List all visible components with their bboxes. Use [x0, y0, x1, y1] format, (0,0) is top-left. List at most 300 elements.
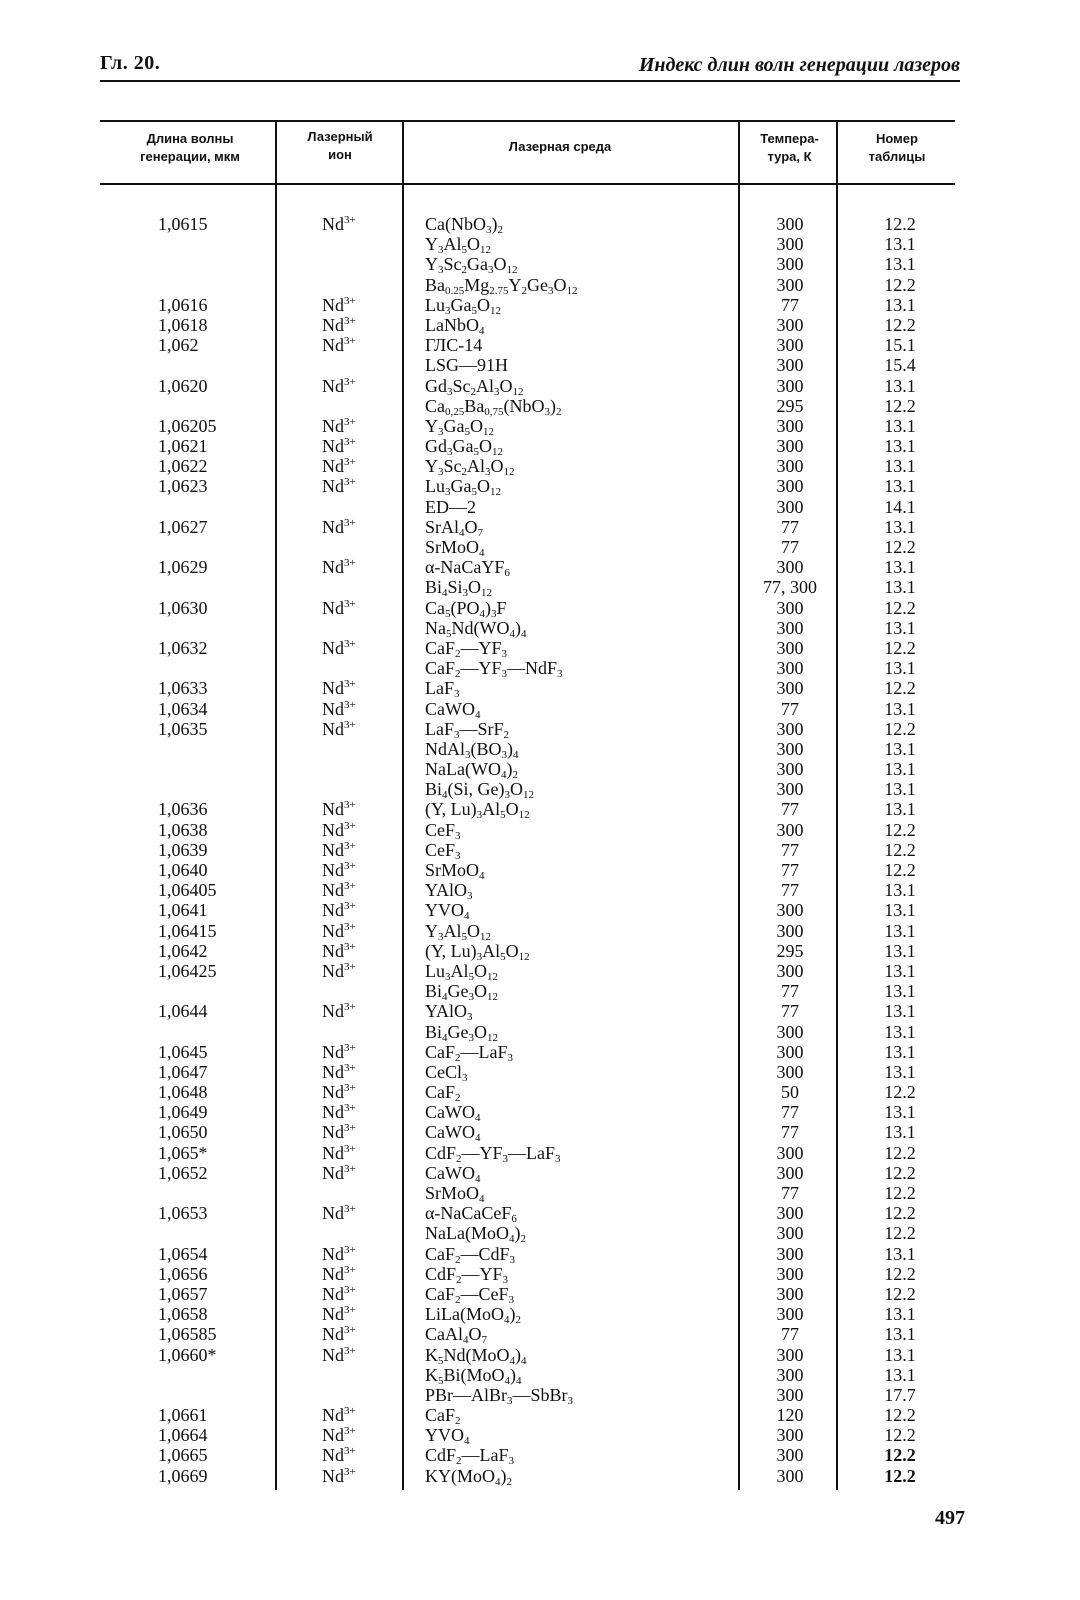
medium-cell: $CaAl_4O_7$ [425, 1324, 487, 1347]
temperature-cell: 300 [776, 1243, 804, 1264]
temperature-cell: 77, 300 [763, 577, 817, 598]
medium-cell: YAlO$_3$ [425, 1001, 473, 1024]
ion-cell: $Nd^{3+}$ [322, 314, 356, 335]
ion-cell: $Nd^{3+}$ [322, 1102, 356, 1123]
wavelength-cell: 1,06405 [158, 880, 217, 901]
wavelength-cell: 1,0634 [158, 698, 208, 719]
medium-cell: $Y_3Sc_2Al_3O_{12}$ [425, 456, 515, 479]
table-row [0, 1324, 1080, 1347]
ion-cell: $Nd^{3+}$ [322, 799, 356, 820]
table-row [0, 961, 1080, 981]
table-row [0, 376, 1080, 396]
col-head-wavelength-line2: генерации, мкм [140, 149, 240, 164]
ion-cell: $Nd^{3+}$ [322, 557, 356, 578]
wavelength-cell: 1,0642 [158, 940, 208, 961]
wavelength-cell: 1,0627 [158, 516, 208, 537]
medium-cell: $Bi_4(Si$, $Ge)_3O_{12}$ [425, 779, 535, 802]
wavelength-cell: 1,0620 [158, 375, 208, 396]
table-number-cell: 13.1 [884, 476, 916, 497]
temperature-cell: 300 [776, 1162, 804, 1183]
temperature-cell: 300 [776, 658, 804, 679]
wavelength-cell: 1,0636 [158, 799, 208, 820]
medium-cell: $Ca_5(PO_4)_3F$ [425, 597, 507, 620]
medium-cell: $NdAl_3(BO_3)_4$ [425, 738, 519, 761]
table-head-rule [100, 183, 955, 185]
table-number-cell: 13.1 [884, 415, 916, 436]
temperature-cell: 300 [776, 476, 804, 497]
table-row [0, 678, 1080, 701]
medium-cell: $CaF_2—YF_3$ [425, 637, 508, 660]
medium-cell: LaF$_3$—SrF$_2$ [425, 718, 510, 741]
medium-cell: $Bi_4Ge_3O_{12}$ [425, 981, 499, 1004]
table-row [0, 1102, 1080, 1125]
temperature-cell: 300 [776, 1021, 804, 1042]
table-row [0, 1466, 1080, 1486]
ion-cell: $Nd^{3+}$ [322, 1405, 356, 1426]
table-row [0, 1062, 1080, 1082]
table-number-cell: 12.2 [884, 537, 916, 557]
ion-cell: $Nd^{3+}$ [322, 1425, 356, 1446]
table-number-cell: 15.1 [884, 335, 916, 356]
medium-cell: YAlO$_3$ [425, 880, 473, 903]
medium-cell: $Na_5Nd(WO_4)_4$ [425, 617, 527, 640]
table-row [0, 1304, 1080, 1327]
ion-cell: $Nd^{3+}$ [322, 1162, 356, 1183]
wavelength-cell: 1,0641 [158, 900, 208, 921]
table-number-cell: 12.2 [884, 678, 916, 699]
table-row [0, 820, 1080, 840]
wavelength-cell: 1,0661 [158, 1405, 208, 1426]
table-number-cell: 12.2 [884, 1445, 916, 1466]
table-row [0, 1385, 1080, 1405]
temperature-cell: 77 [781, 1122, 799, 1143]
medium-cell: $K_5Bi(MoO_4)_4$ [425, 1364, 522, 1387]
col-head-table-line1: Номер [876, 131, 918, 146]
temperature-cell: 300 [776, 214, 804, 234]
table-row [0, 1042, 1080, 1062]
temperature-cell: 77 [781, 799, 799, 820]
table-row [0, 1425, 1080, 1448]
table-row [0, 598, 1080, 618]
medium-cell: $Y_3Sc_2Ga_3O_{12}$ [425, 254, 518, 277]
table-row [0, 436, 1080, 459]
table-row [0, 1082, 1080, 1105]
temperature-cell: 300 [776, 597, 804, 618]
medium-cell: CaWO$_4$ [425, 698, 481, 721]
table-row [0, 234, 1080, 257]
ion-cell: $Nd^{3+}$ [322, 1061, 356, 1082]
table-number-cell: 13.1 [884, 960, 916, 981]
temperature-cell: 77 [781, 860, 799, 880]
temperature-cell: 300 [776, 1304, 804, 1325]
wavelength-cell: 1,0647 [158, 1061, 208, 1082]
temperature-cell: 300 [776, 779, 804, 800]
table-number-cell: 13.1 [884, 617, 916, 638]
table-number-cell: 13.1 [884, 1041, 916, 1062]
ion-cell: $Nd^{3+}$ [322, 1122, 356, 1143]
wavelength-cell: 1,0630 [158, 597, 208, 618]
wavelength-cell: 1,0658 [158, 1304, 208, 1325]
wavelength-cell: 1,06415 [158, 920, 217, 941]
table-number-cell: 12.2 [884, 1223, 916, 1244]
medium-cell: $CdF_2—YF_3$ [425, 1263, 509, 1286]
table-row [0, 517, 1080, 537]
temperature-cell: 77 [781, 698, 799, 719]
wavelength-cell: 1,0644 [158, 1001, 208, 1022]
table-row [0, 1284, 1080, 1304]
temperature-cell: 300 [776, 415, 804, 436]
temperature-cell: 300 [776, 456, 804, 477]
temperature-cell: 300 [776, 637, 804, 658]
temperature-cell: 300 [776, 1364, 804, 1385]
table-number-cell: 12.2 [884, 1203, 916, 1224]
ion-cell: $Nd^{3+}$ [322, 1203, 356, 1224]
col-head-table [842, 130, 952, 166]
medium-cell: LaNbO$_4$ [425, 314, 485, 337]
wavelength-cell: 1,0638 [158, 819, 208, 840]
wavelength-cell: 1,0622 [158, 456, 208, 477]
table-row [0, 981, 1080, 1004]
table-number-cell: 13.1 [884, 1122, 916, 1143]
table-number-cell: 13.1 [884, 1061, 916, 1082]
temperature-cell: 77 [781, 1001, 799, 1022]
temperature-cell: 120 [776, 1405, 804, 1426]
col-head-temperature [742, 130, 837, 166]
table-row [0, 1143, 1080, 1163]
medium-cell: $Y_3Al_5O_{12}$ [425, 920, 491, 943]
table-number-cell: 13.1 [884, 799, 916, 820]
table-row [0, 759, 1080, 782]
medium-cell: ГЛС-14 [425, 335, 483, 356]
table-row [0, 537, 1080, 557]
table-row [0, 1001, 1080, 1024]
table-row [0, 456, 1080, 479]
table-number-cell: 13.1 [884, 516, 916, 537]
temperature-cell: 300 [776, 314, 804, 335]
temperature-cell: 77 [781, 1102, 799, 1123]
table-row [0, 739, 1080, 759]
table-row [0, 476, 1080, 499]
table-number-cell: 13.1 [884, 254, 916, 275]
table-number-cell: 13.1 [884, 294, 916, 315]
table-row [0, 1183, 1080, 1203]
ion-cell: $Nd^{3+}$ [322, 900, 356, 921]
medium-cell: $Lu_3Ga_5O_{12}$ [425, 476, 501, 499]
ion-cell: $Nd^{3+}$ [322, 415, 356, 436]
header-rule [100, 80, 960, 82]
medium-cell: CaF$_2$—CeF$_3$ [425, 1283, 515, 1306]
page-number: 497 [935, 1507, 965, 1529]
table-row [0, 1445, 1080, 1468]
medium-cell: $Y_3Al_5O_{12}$ [425, 234, 491, 257]
wavelength-cell: 1,0648 [158, 1082, 208, 1103]
ion-cell: $Nd^{3+}$ [322, 214, 356, 234]
table-number-cell: 12.2 [884, 819, 916, 840]
wavelength-cell: 1,0660* [158, 1344, 217, 1365]
ion-cell: $Nd^{3+}$ [322, 678, 356, 699]
table-number-cell: 12.2 [884, 718, 916, 739]
table-number-cell: 12.2 [884, 1082, 916, 1103]
ion-cell: $Nd^{3+}$ [322, 1283, 356, 1304]
table-row [0, 921, 1080, 941]
wavelength-cell: 1,0664 [158, 1425, 208, 1446]
table-row [0, 618, 1080, 638]
temperature-cell: 300 [776, 1142, 804, 1163]
medium-cell: CaF$_2$ [425, 1405, 461, 1428]
medium-cell: CaWO$_4$ [425, 1162, 481, 1185]
temperature-cell: 300 [776, 900, 804, 921]
wavelength-cell: 1,0645 [158, 1041, 208, 1062]
temperature-cell: 50 [781, 1082, 799, 1103]
medium-cell: (Y, $Lu)_3Al_5O_{12}$ [425, 940, 530, 963]
temperature-cell: 77 [781, 1183, 799, 1203]
wavelength-cell: 1,06425 [158, 960, 217, 981]
temperature-cell: 300 [776, 557, 804, 578]
table-row [0, 1405, 1080, 1428]
table-row [0, 840, 1080, 860]
medium-cell: ED—2 [425, 496, 476, 517]
medium-cell: LaF$_3$ [425, 678, 460, 701]
medium-cell: CeF$_3$ [425, 839, 461, 862]
table-number-cell: 13.1 [884, 920, 916, 941]
table-row [0, 1223, 1080, 1246]
wavelength-cell: 1,0623 [158, 476, 208, 497]
medium-cell: CaF$_2$ [425, 1082, 461, 1105]
temperature-cell: 77 [781, 294, 799, 315]
table-row [0, 658, 1080, 681]
col-head-wavelength-line1: Длина волны [146, 131, 234, 146]
table-row [0, 275, 1080, 295]
table-row [0, 497, 1080, 517]
ion-cell: $Nd^{3+}$ [322, 940, 356, 961]
temperature-cell: 77 [781, 981, 799, 1002]
temperature-cell: 300 [776, 1465, 804, 1486]
ion-cell: $Nd^{3+}$ [322, 698, 356, 719]
wavelength-cell: 1,0669 [158, 1465, 208, 1486]
col-head-temperature-line1: Темпера- [760, 131, 819, 146]
chapter-label: Гл. 20. [100, 52, 161, 74]
table-number-cell: 13.1 [884, 658, 916, 679]
ion-cell: $Nd^{3+}$ [322, 839, 356, 860]
temperature-cell: 300 [776, 718, 804, 739]
table-row [0, 416, 1080, 436]
table-number-cell: 12.2 [884, 637, 916, 658]
table-number-cell: 13.1 [884, 1021, 916, 1042]
medium-cell: $KY(MoO_4)_2$ [425, 1465, 512, 1488]
table-number-cell: 13.1 [884, 981, 916, 1002]
temperature-cell: 300 [776, 920, 804, 941]
table-number-cell: 12.2 [884, 1162, 916, 1183]
table-row [0, 719, 1080, 739]
temperature-cell: 77 [781, 1324, 799, 1345]
wavelength-cell: 1,0640 [158, 860, 208, 880]
table-number-cell: 12.2 [884, 839, 916, 860]
temperature-cell: 300 [776, 819, 804, 840]
temperature-cell: 300 [776, 1061, 804, 1082]
temperature-cell: 77 [781, 839, 799, 860]
temperature-cell: 300 [776, 355, 804, 376]
table-top-rule [100, 120, 955, 122]
table-number-cell: 12.2 [884, 1425, 916, 1446]
table-number-cell: 15.4 [884, 355, 916, 376]
medium-cell: $NaLa(WO_4)_2$ [425, 759, 518, 782]
running-title: Индекс длин волн генерации лазеров [638, 54, 960, 76]
wavelength-cell: 1,0654 [158, 1243, 208, 1264]
temperature-cell: 300 [776, 496, 804, 517]
ion-cell: $Nd^{3+}$ [322, 1324, 356, 1345]
table-row [0, 577, 1080, 600]
medium-cell: SrMoO$_4$ [425, 860, 485, 882]
table-number-cell: 12.2 [884, 1283, 916, 1304]
table-body [0, 214, 1080, 1486]
table-row [0, 1365, 1080, 1385]
wavelength-cell: 1,0618 [158, 314, 208, 335]
medium-cell: $Bi_4Si_3O_{12}$ [425, 577, 493, 600]
table-number-cell: 12.2 [884, 860, 916, 880]
medium-cell: $Ca(NbO_3)_2$ [425, 214, 503, 236]
table-number-cell: 13.1 [884, 880, 916, 901]
table-row [0, 1203, 1080, 1226]
table-number-cell: 13.1 [884, 1243, 916, 1264]
wavelength-cell: 1,0653 [158, 1203, 208, 1224]
col-head-medium-line1: Лазерная среда [508, 139, 612, 154]
ion-cell: $Nd^{3+}$ [322, 1243, 356, 1264]
ion-cell: $Nd^{3+}$ [322, 375, 356, 396]
table-row [0, 638, 1080, 658]
temperature-cell: 300 [776, 436, 804, 457]
table-row [0, 880, 1080, 903]
wavelength-cell: 1,0639 [158, 839, 208, 860]
medium-cell: $SrAl_4O_7$ [425, 516, 484, 539]
medium-cell: $Ba_{0.25}Mg_{2.75}Y_2Ge_3O_{12}$ [425, 274, 578, 297]
table-number-cell: 12.2 [884, 214, 916, 234]
medium-cell: SrMoO$_4$ [425, 1183, 485, 1205]
temperature-cell: 77 [781, 537, 799, 557]
table-number-cell: 13.1 [884, 1364, 916, 1385]
table-number-cell: 13.1 [884, 1304, 916, 1325]
temperature-cell: 300 [776, 1384, 804, 1405]
table-number-cell: 12.2 [884, 1405, 916, 1426]
temperature-cell: 300 [776, 254, 804, 275]
medium-cell: CaF$_2$—LaF$_3$ [425, 1041, 514, 1064]
table-row [0, 1345, 1080, 1365]
medium-cell: CaWO$_4$ [425, 1102, 481, 1125]
temperature-cell: 300 [776, 1445, 804, 1466]
table-row [0, 1264, 1080, 1284]
medium-cell: $Ca_{0,25}Ba_{0,75}(NbO_3)_2$ [425, 395, 562, 418]
table-row [0, 860, 1080, 880]
medium-cell: $Lu_3Ga_5O_{12}$ [425, 294, 501, 317]
wavelength-cell: 1,0635 [158, 718, 208, 739]
medium-cell: $LiLa(MoO_4)_2$ [425, 1304, 521, 1327]
table-number-cell: 13.1 [884, 234, 916, 255]
table-number-cell: 12.2 [884, 1465, 916, 1486]
table-number-cell: 12.2 [884, 395, 916, 416]
col-head-medium [410, 138, 710, 156]
ion-cell: $Nd^{3+}$ [322, 1041, 356, 1062]
medium-cell: $CdF_2—YF_3—LaF_3$ [425, 1142, 561, 1165]
table-row [0, 557, 1080, 580]
table-row [0, 799, 1080, 822]
table-number-cell: 13.1 [884, 1344, 916, 1365]
temperature-cell: 300 [776, 960, 804, 981]
medium-cell: $YVO_4$ [425, 1425, 470, 1448]
table-number-cell: 13.1 [884, 577, 916, 598]
table-row [0, 779, 1080, 802]
ion-cell: $Nd^{3+}$ [322, 1001, 356, 1022]
table-row [0, 1163, 1080, 1183]
medium-cell: (Y, $Lu)_3Al_5O_{12}$ [425, 799, 530, 822]
temperature-cell: 77 [781, 880, 799, 901]
table-number-cell: 13.1 [884, 375, 916, 396]
medium-cell: α-NaCaCeF$_6$ [425, 1203, 517, 1226]
ion-cell: $Nd^{3+}$ [322, 718, 356, 739]
table-row [0, 355, 1080, 375]
table-row [0, 214, 1080, 234]
wavelength-cell: 1,06205 [158, 415, 217, 436]
temperature-cell: 300 [776, 1344, 804, 1365]
medium-cell: CeCl$_3$ [425, 1061, 468, 1084]
ion-cell: $Nd^{3+}$ [322, 1304, 356, 1325]
col-head-ion [280, 128, 400, 164]
medium-cell: $NaLa(MoO_4)_2$ [425, 1223, 526, 1246]
temperature-cell: 300 [776, 234, 804, 255]
ion-cell: $Nd^{3+}$ [322, 1344, 356, 1365]
table-number-cell: 13.1 [884, 456, 916, 477]
ion-cell: $Nd^{3+}$ [322, 920, 356, 941]
table-row [0, 335, 1080, 355]
table-number-cell: 13.1 [884, 698, 916, 719]
table-number-cell: 13.1 [884, 759, 916, 780]
temperature-cell: 300 [776, 1203, 804, 1224]
table-row [0, 1244, 1080, 1264]
ion-cell: $Nd^{3+}$ [322, 335, 356, 356]
medium-cell: $K_5Nd(MoO_4)_4$ [425, 1344, 527, 1367]
temperature-cell: 300 [776, 1263, 804, 1284]
col-head-ion-line1: Лазерный [307, 129, 373, 144]
table-number-cell: 13.1 [884, 738, 916, 759]
ion-cell: $Nd^{3+}$ [322, 960, 356, 981]
medium-cell: $YVO_4$ [425, 900, 470, 923]
medium-cell: $Lu_3Al_5O_{12}$ [425, 960, 498, 983]
ion-cell: $Nd^{3+}$ [322, 1082, 356, 1103]
table-number-cell: 12.2 [884, 597, 916, 618]
temperature-cell: 77 [781, 516, 799, 537]
temperature-cell: 300 [776, 335, 804, 356]
ion-cell: $Nd^{3+}$ [322, 1142, 356, 1163]
wavelength-cell: 1,0633 [158, 678, 208, 699]
medium-cell: $Y_3Ga_5O_{12}$ [425, 415, 494, 438]
table-row [0, 295, 1080, 315]
wavelength-cell: 1,0665 [158, 1445, 208, 1466]
col-head-ion-line2: ион [328, 147, 352, 162]
table-row [0, 941, 1080, 961]
ion-cell: $Nd^{3+}$ [322, 860, 356, 880]
table-number-cell: 12.2 [884, 274, 916, 295]
wavelength-cell: 1,0615 [158, 214, 208, 234]
table-number-cell: 12.2 [884, 1142, 916, 1163]
table-number-cell: 13.1 [884, 436, 916, 457]
temperature-cell: 300 [776, 1223, 804, 1244]
table-row [0, 1122, 1080, 1145]
ion-cell: $Nd^{3+}$ [322, 1445, 356, 1466]
medium-cell: $Gd_3Sc_2Al_3O_{12}$ [425, 375, 524, 398]
ion-cell: $Nd^{3+}$ [322, 436, 356, 457]
medium-cell: CaF$_2$—CdF$_3$ [425, 1243, 516, 1266]
temperature-cell: 300 [776, 375, 804, 396]
medium-cell: $Bi_4Ge_3O_{12}$ [425, 1021, 499, 1044]
wavelength-cell: 1,062 [158, 335, 199, 356]
